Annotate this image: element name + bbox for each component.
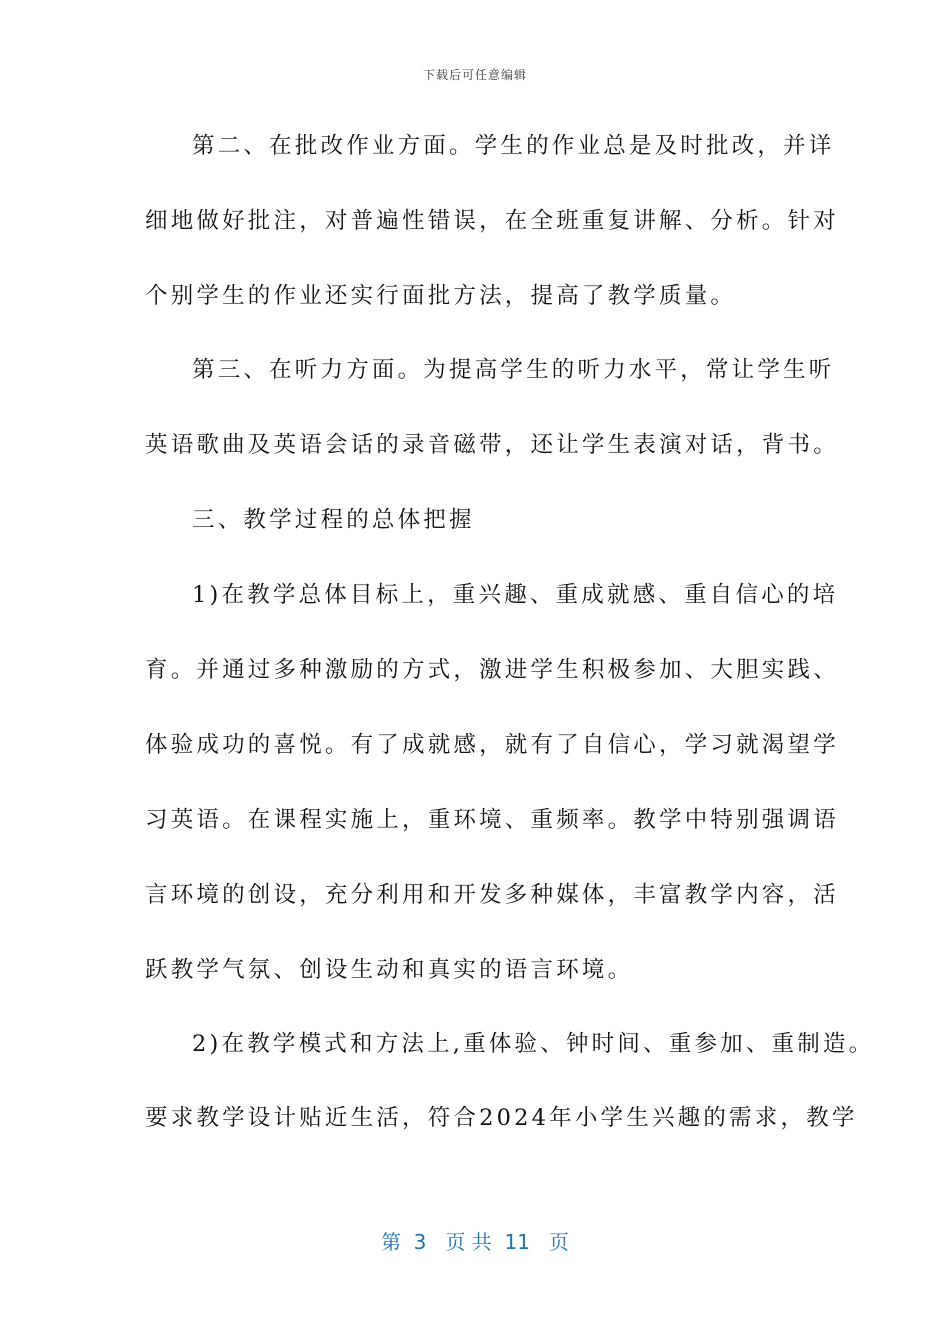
page-header: 下载后可任意编辑	[422, 68, 527, 82]
page-number-footer: 第 3 页 共 11 页	[380, 1230, 570, 1254]
body-line-11: 言环境的创设，充分利用和开发多种媒体，丰富教学内容，活	[145, 882, 839, 908]
body-line-9: 体验成功的喜悦。有了成就感，就有了自信心，学习就渴望学	[145, 732, 839, 758]
body-line-5: 英语歌曲及英语会话的录音磁带，还让学生表演对话，背书。	[145, 432, 839, 458]
body-line-4: 第三、在听力方面。为提高学生的听力水平，常让学生听	[192, 357, 835, 383]
body-line-3: 个别学生的作业还实行面批方法，提高了教学质量。	[145, 283, 737, 309]
body-line-14: 要求教学设计贴近生活，符合2024年小学生兴趣的需求，教学	[145, 1105, 858, 1131]
body-line-1: 第二、在批改作业方面。学生的作业总是及时批改，并详	[192, 133, 835, 159]
body-line-13: 2)在教学模式和方法上,重体验、钟时间、重参加、重制造。	[192, 1031, 875, 1057]
section-heading: 三、教学过程的总体把握	[192, 507, 475, 533]
body-line-2: 细地做好批注，对普遍性错误，在全班重复讲解、分析。针对	[145, 208, 839, 234]
body-line-8: 育。并通过多种激励的方式，激进学生积极参加、大胆实践、	[145, 657, 839, 683]
body-line-10: 习英语。在课程实施上，重环境、重频率。教学中特别强调语	[145, 807, 839, 833]
body-line-7: 1)在教学总体目标上，重兴趣、重成就感、重自信心的培	[192, 582, 839, 608]
body-line-12: 跃教学气氛、创设生动和真实的语言环境。	[145, 957, 634, 983]
